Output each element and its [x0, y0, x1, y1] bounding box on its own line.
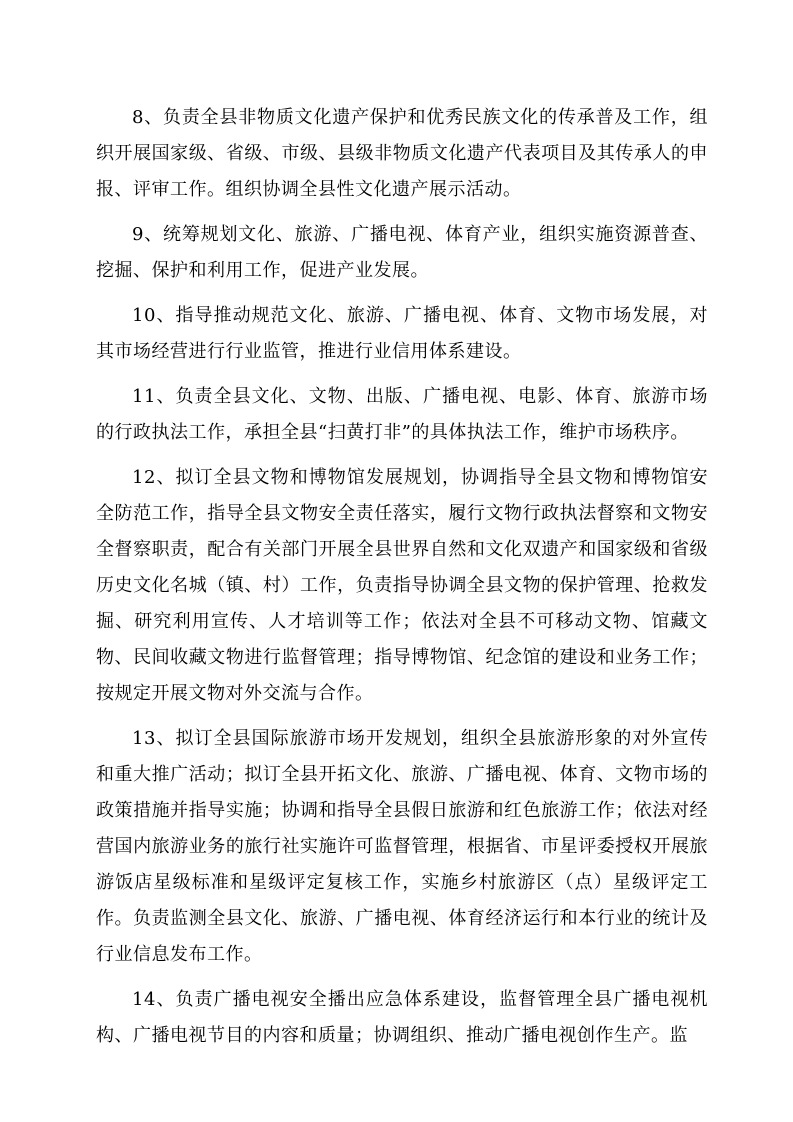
paragraph-item-10: 10、指导推动规范文化、旅游、广播电视、体育、文物市场发展，对其市场经营进行行业监管，推进行业信用体系建设。 [96, 305, 708, 362]
paragraph-item-12: 12、拟订全县文物和博物馆发展规划，协调指导全县文物和博物馆安全防范工作，指导全县文物安全责任落实，履行文物行政执法督察和文物安全督察职责，配合有关部门开展全县世界自然和文化双遗产和国家级和省级历史文化名城（镇、村）工作，负责指导协调全县文物的保护管理、抢救发掘、研究利用宣传、人才培训等工作；依法对全县不可移动文物、馆藏文物、民间收藏文物进行监督管理；指导博物馆、纪念馆的建设和业务工作；按规定开展文物对外交流与合作。 [96, 467, 708, 704]
paragraph-item-9: 9、统筹规划文化、旅游、广播电视、体育产业，组织实施资源普查、挖掘、保护和利用工作，促进产业发展。 [96, 224, 708, 281]
paragraph-item-11: 11、负责全县文化、文物、出版、广播电视、电影、体育、旅游市场的行政执法工作，承担全县“扫黄打非”的具体执法工作，维护市场秩序。 [96, 386, 708, 443]
paragraph-item-8: 8、负责全县非物质文化遗产保护和优秀民族文化的传承普及工作，组织开展国家级、省级、市级、县级非物质文化遗产代表项目及其传承人的申报、评审工作。组织协调全县性文化遗产展示活动。 [96, 107, 708, 200]
document-page [96, 100, 708, 1063]
paragraph-item-13: 13、拟订全县国际旅游市场开发规划，组织全县旅游形象的对外宣传和重大推广活动；拟订全县开拓文化、旅游、广播电视、体育、文物市场的政策措施并指导实施；协调和指导全县假日旅游和红色旅游工作；依法对经营国内旅游业务的旅行社实施许可监督管理，根据省、市星评委授权开展旅游饭店星级标准和星级评定复核工作，实施乡村旅游区（点）星级评定工作。负责监测全县文化、旅游、广播电视、体育经济运行和本行业的统计及行业信息发布工作。 [96, 728, 708, 965]
paragraph-item-14: 14、负责广播电视安全播出应急体系建设，监督管理全县广播电视机构、广播电视节目的内容和质量；协调组织、推动广播电视创作生产。监 [96, 989, 708, 1046]
